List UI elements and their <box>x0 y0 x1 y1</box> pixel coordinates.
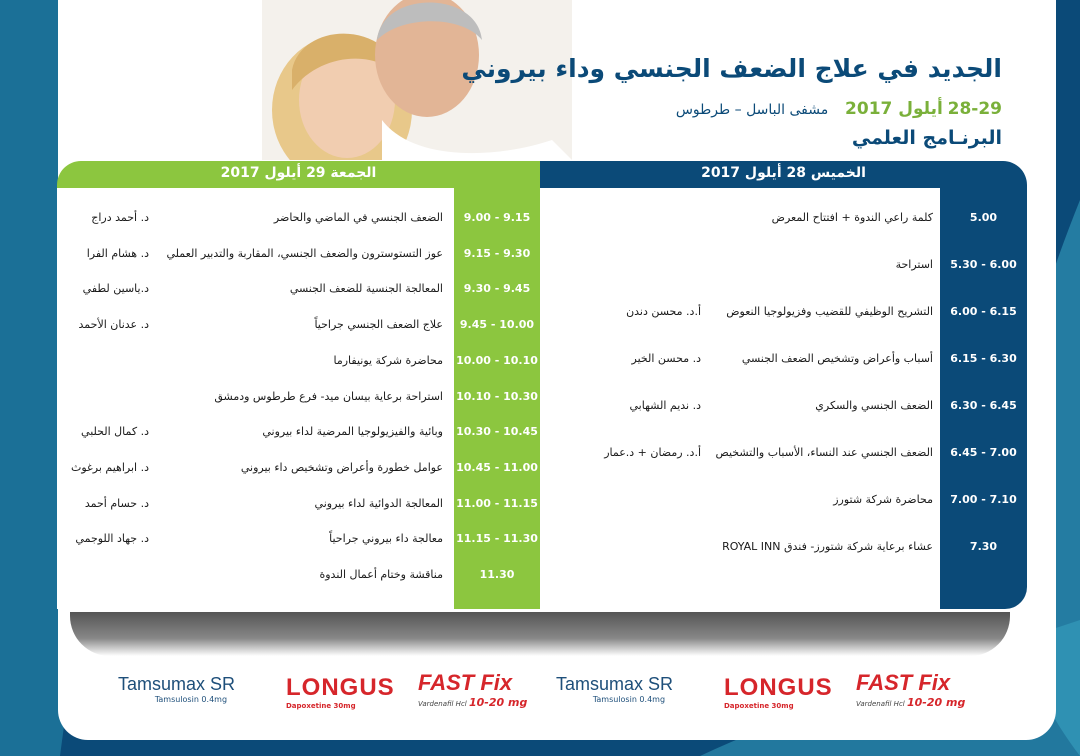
fastfix-dose: 10-20 mg <box>906 696 966 709</box>
session-time: 9.00 - 9.15 <box>463 211 531 224</box>
thursday-header <box>540 161 1027 188</box>
event-venue: مشفى الباسل – طرطوس <box>675 102 829 118</box>
friday-row <box>57 425 540 445</box>
session-time: 11.30 <box>479 568 515 581</box>
table-shadow <box>70 612 1010 656</box>
session-time: 10.00 - 10.10 <box>456 354 538 367</box>
thursday-row <box>540 493 1027 513</box>
longus-logo <box>286 674 395 710</box>
friday-row <box>57 318 540 338</box>
session-topic: الضعف الجنسي في الماضي والحاضر <box>273 211 443 224</box>
session-speaker: د. محسن الخير <box>631 352 701 365</box>
session-speaker: د. هشام الفرا <box>86 247 149 260</box>
session-topic: علاج الضعف الجنسي جراحياً <box>314 318 443 331</box>
thursday-row <box>540 211 1027 231</box>
session-time: 11.00 - 11.15 <box>456 497 538 510</box>
friday-heading: الجمعة 29 أيلول 2017 <box>220 165 377 181</box>
session-time: 6.30 - 6.45 <box>950 399 1017 412</box>
longus-subtitle: Dapoxetine 30mg <box>724 702 794 710</box>
session-topic: استراحة برعاية بيسان ميد- فرع طرطوس ودمشق <box>214 390 443 403</box>
session-topic: الضعف الجنسي والسكري <box>815 399 933 412</box>
session-speaker: د. جهاد اللوجمي <box>75 532 149 545</box>
fastfix-logo <box>856 670 965 709</box>
session-topic: كلمة راعي الندوة + افتتاح المعرض <box>771 211 933 224</box>
session-speaker: أ.د. محسن دندن <box>626 305 701 318</box>
session-topic: أسباب وأعراض وتشخيص الضعف الجنسي <box>741 352 933 365</box>
friday-row <box>57 568 540 588</box>
session-time: 6.45 - 7.00 <box>950 446 1017 459</box>
thursday-row <box>540 352 1027 372</box>
session-speaker: د.ياسين لطفي <box>82 282 149 295</box>
session-speaker: د. أحمد دراج <box>91 211 149 224</box>
session-speaker: د. نديم الشهابي <box>629 399 701 412</box>
session-topic: المعالجة الدوائية لداء بيروني <box>314 497 443 510</box>
friday-row <box>57 461 540 481</box>
session-time: 7.30 <box>969 540 998 553</box>
thursday-row <box>540 446 1027 466</box>
sponsor-logos <box>58 656 1028 736</box>
session-topic: المعالجة الجنسية للضعف الجنسي <box>289 282 443 295</box>
session-time: 5.00 <box>969 211 998 224</box>
session-topic: الضعف الجنسي عند النساء، الأسباب والتشخيص <box>715 446 933 459</box>
tamsumax-logo <box>118 674 235 704</box>
session-speaker: د. ابراهيم برغوث <box>71 461 149 474</box>
friday-row <box>57 354 540 374</box>
fastfix-logo <box>418 670 527 709</box>
thursday-row <box>540 540 1027 560</box>
friday-row <box>57 532 540 552</box>
session-time: 10.10 - 10.30 <box>456 390 538 403</box>
tamsumax-logo <box>556 674 673 704</box>
fastfix-dose: 10-20 mg <box>468 696 528 709</box>
longus-subtitle: Dapoxetine 30mg <box>286 702 356 710</box>
session-time: 11.15 - 11.30 <box>456 532 538 545</box>
longus-name: LONGUS <box>724 674 833 701</box>
session-time: 6.15 - 6.30 <box>950 352 1017 365</box>
session-speaker: د. عدنان الأحمد <box>78 318 149 331</box>
session-topic: محاضرة شركة يونيفارما <box>333 354 443 367</box>
session-time: 9.30 - 9.45 <box>463 282 531 295</box>
session-time: 9.15 - 9.30 <box>463 247 531 260</box>
friday-row <box>57 497 540 517</box>
session-topic: عشاء برعاية شركة شتورز- فندق ROYAL INN <box>722 540 933 553</box>
session-time: 6.00 - 6.15 <box>950 305 1017 318</box>
session-topic: التشريح الوظيفي للقضيب وفزيولوجيا النعوض <box>726 305 933 318</box>
session-time: 5.30 - 6.00 <box>950 258 1017 271</box>
fastfix-name: FAST Fix <box>856 670 951 695</box>
fastfix-subtitle <box>418 696 527 709</box>
session-topic: استراحة <box>895 258 933 271</box>
session-topic: معالجة داء بيروني جراحياً <box>329 532 443 545</box>
fastfix-subtitle <box>856 696 965 709</box>
friday-header <box>57 161 540 188</box>
thursday-heading: الخميس 28 أيلول 2017 <box>701 165 866 181</box>
fastfix-name: FAST Fix <box>418 670 513 695</box>
tamsumax-name: Tamsumax SR <box>556 674 674 694</box>
tamsumax-subtitle: Tamsulosin 0.4mg <box>592 695 666 704</box>
session-speaker: د. حسام أحمد <box>84 497 149 510</box>
longus-name: LONGUS <box>286 674 395 701</box>
friday-row <box>57 247 540 267</box>
thursday-row <box>540 399 1027 419</box>
event-dateline <box>676 99 1002 119</box>
longus-logo <box>724 674 833 710</box>
event-month-year: أيلول 2017 <box>845 99 943 119</box>
page-title: الجديد في علاج الضعف الجنسي وداء بيروني <box>461 54 1002 83</box>
session-topic: عوز التستوسترون والضعف الجنسي، المقاربة والتدبير العملي <box>166 247 443 260</box>
session-time: 7.00 - 7.10 <box>950 493 1017 506</box>
thursday-row <box>540 305 1027 325</box>
session-topic: وبائية والفيزيولوجيا المرضية لداء بيروني <box>262 425 443 438</box>
thursday-row <box>540 258 1027 278</box>
tamsumax-subtitle: Tamsulosin 0.4mg <box>154 695 228 704</box>
fastfix-generic: Vardenafil Hcl <box>418 700 467 708</box>
friday-row <box>57 390 540 410</box>
session-time: 9.45 - 10.00 <box>459 318 535 331</box>
session-speaker: أ.د. رمضان + د.عمار <box>604 446 701 459</box>
session-time: 10.45 - 11.00 <box>456 461 538 474</box>
session-topic: محاضرة شركة شتورز <box>833 493 933 506</box>
schedule-table <box>57 161 1027 609</box>
friday-row <box>57 282 540 302</box>
event-dates: 28-29 <box>947 99 1002 119</box>
friday-row <box>57 211 540 231</box>
session-time: 10.30 - 10.45 <box>456 425 538 438</box>
fastfix-generic: Vardenafil Hcl <box>856 700 905 708</box>
session-topic: مناقشة وختام أعمال الندوة <box>319 568 443 581</box>
session-speaker: د. كمال الحلبي <box>81 425 149 438</box>
program-subtitle: البرنـامج العلمي <box>851 127 1002 149</box>
session-topic: عوامل خطورة وأعراض وتشخيص داء بيروني <box>240 461 443 474</box>
tamsumax-name: Tamsumax SR <box>118 674 236 694</box>
